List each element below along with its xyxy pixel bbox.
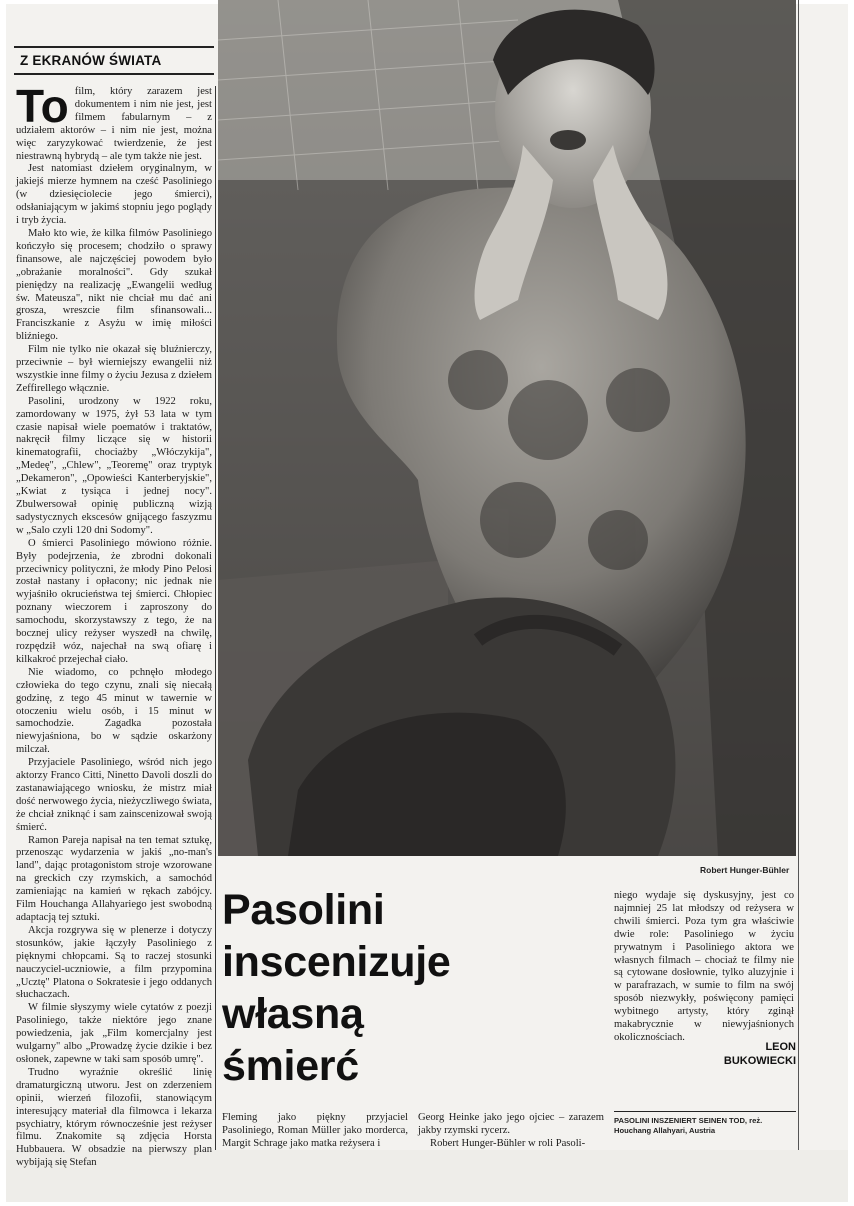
headline-line: śmierć xyxy=(222,1042,359,1090)
article-paragraph: To film, który zarazem jest dokumentem i nim nie jest, jest filmem fabularnym – z udziałem aktorów – i nim nie jest, można więc zaryzykować twierdzenie, że jest niestrawną hybrydą – ale tym także nie jest. xyxy=(16,80,212,162)
article-column-a: Fleming jako piękny przyjaciel Pasoliniego, Roman Müller jako morderca, Margit Schrage jako matka reżysera i xyxy=(222,1112,408,1149)
author-signature xyxy=(614,1040,796,1068)
article-headline xyxy=(222,884,602,1092)
article-column-b xyxy=(418,1112,604,1151)
article-paragraph: O śmierci Pasoliniego mówiono różnie. Były podejrzenia, że zbrodni dokonali przeciwnicy polityczni, że młody Pino Pelosi został nastany i opłacony; nic jednak nie wyjaśniło okrucieństwa tej śmierci. Chłopiec poznany wieczorem i zaproszony do samochodu, skorzystawszy z tego, że na bocznej ulicy reżyser wyszedł na chwilę, rozpędził wóz, najechał na swą ofiarę i kilkakroć przejechał ciało. xyxy=(16,537,212,665)
film-still-photo xyxy=(218,0,796,856)
headline-line: własną xyxy=(222,990,364,1038)
photo-illustration xyxy=(218,0,796,856)
headline-line: inscenizuje xyxy=(222,938,451,986)
caption-rule xyxy=(614,1111,796,1112)
drop-cap: To xyxy=(16,80,69,132)
right-column-rule xyxy=(798,0,799,1150)
article-paragraph: Robert Hunger-Bühler w roli Pasoli- xyxy=(430,1137,586,1149)
article-paragraph: Georg Heinke jako jego ojciec – zarazem jakby rzymski rycerz. xyxy=(418,1112,604,1136)
film-caption: PASOLINI INSZENIERT SEINEN TOD, reż. Houchang Allahyari, Austria xyxy=(614,1116,763,1135)
section-heading: Z EKRANÓW ŚWIATA xyxy=(20,53,162,68)
article-paragraph: W filmie słyszymy wiele cytatów z poezji Pasoliniego, także niektóre jego znane powiedzenia, jak „Film komercjalny jest wulgarny" albo „Prowadzę życie dzikie i bez osłonek, zapewne w taki sam sposób umrę". xyxy=(16,1002,212,1065)
article-paragraph: Pasolini, urodzony w 1922 roku, zamordowany w 1975, żył 53 lata w tym czasie napisał wiele poematów i traktatów, nakręcił filmy liczące się w historii kinematografii, chociażby „Włóczykija", „Medeę", „Chlew", „Teoremę" oraz tryptyk „Dekameron", „Opowieści Kanterberyjskie", „Kwiat z tysiąca i jednej nocy". Zbulwersował opinię publiczną wizją sadystycznych ekscesów gnijącego faszyzmu w „Salo czyli 120 dni Sodomy". xyxy=(16,395,212,536)
article-paragraph: Ramon Pareja napisał na ten temat sztukę, przenosząc wydarzenia w jakiś „no-man's land", dając protagonistom stroje wzorowane na greckich czy rzymskich, a samochód zamieniając na kamień w rękach zabójcy. Film Houchanga Allahyariego jest swobodną adaptacją tej sztuki. xyxy=(16,834,212,923)
article-paragraph: Jest natomiast dziełem oryginalnym, w jakiejś mierze hymnem na cześć Pasoliniego (w dziesięciolecie jego śmierci), odsłaniającym w jakimś stopniu jego poglądy i tryb życia. xyxy=(16,163,212,227)
article-column-1 xyxy=(16,80,212,1169)
article-paragraph: Przyjaciele Pasoliniego, wśród nich jego aktorzy Franco Citti, Ninetto Davoli doszli do zastanawiającego wniosku, że mistrz miał dość nerwowego życia, nieżyczliwego świata, że chciał zniknąć i sam zainscenizował swoją śmierć. xyxy=(16,757,212,833)
article-paragraph: Mało kto wie, że kilka filmów Pasoliniego kończyło się procesem; chodziło o sprawy finansowe, ale najczęściej powodem było „obrażanie moralności". Gdy szukał pieniędzy na realizację „Ewangelii według św. Mateusza", nikt nie chciał mu dać ani grosza, wreszcie film sfinansowali... Franciszkanie z Asyżu w imię miłości bliźniego. xyxy=(16,227,212,343)
section-rule-bottom xyxy=(14,73,214,75)
author-first-name: LEON xyxy=(765,1041,796,1053)
section-rule-top xyxy=(14,46,214,48)
author-last-name: BUKOWIECKI xyxy=(723,1055,796,1067)
article-column-3: niego wydaje się dyskusyjny, jest co najmniej 25 lat młodszy od reżysera w chwili śmierci. Poza tym gra właściwie dwie role: Pasoliniego w życiu prywatnym i Pasoliniego aktora we własnych filmach – chociaż te filmy nie są cytowane dosłownie, tylko aluzyjnie i w parafrazach, w sumie to film na swój sposób niezwykły, poświęcony pamięci wybitnego artysty, który zginął makabrycznie w niewyjaśnionych okolicznościach. xyxy=(614,890,794,1043)
photo-credit: Robert Hunger-Bühler xyxy=(700,865,790,875)
article-paragraph: Akcja rozgrywa się w plenerze i dotyczy stosunków, jakie łączyły Pasoliniego z pięknymi chłopcami. Są to raczej stosunki nauczyciel-uczniowie, a film przypomina „Ucztę" Platona o Sokratesie i jego oddanych słuchaczach. xyxy=(16,924,212,1001)
headline-line: Pasolini xyxy=(222,886,385,934)
article-paragraph: Film nie tylko nie okazał się bluźnierczy, przeciwnie – był wierniejszy ewangelii niż wszystkie inne filmy o życiu Jezusa z dziełem Zeffirellego włącznie. xyxy=(16,344,212,394)
column-rule xyxy=(215,86,216,1150)
article-paragraph: Trudno wyraźnie określić linię dramaturgiczną utworu. Jest on zderzeniem opinii, wierzeń filozofii, stanowiącym interesujący materiał dla filmowca i lekarza psychiatry, którym równocześnie jest reżyser filmu. Znakomite są zdjęcia Horsta Hubbauera. W obsadzie na pierwszy plan wybijają się Stefan xyxy=(16,1066,212,1169)
article-paragraph: Nie wiadomo, co pchnęło młodego człowieka do tego czynu, znali się niecałą godzinę, z tego 45 minut w tawernie w otoczeniu wielu osób, i 15 minut w samochodzie. Zagadka pozostała niewyjaśniona, bo w sądzie oskarżony milczał. xyxy=(16,666,212,756)
